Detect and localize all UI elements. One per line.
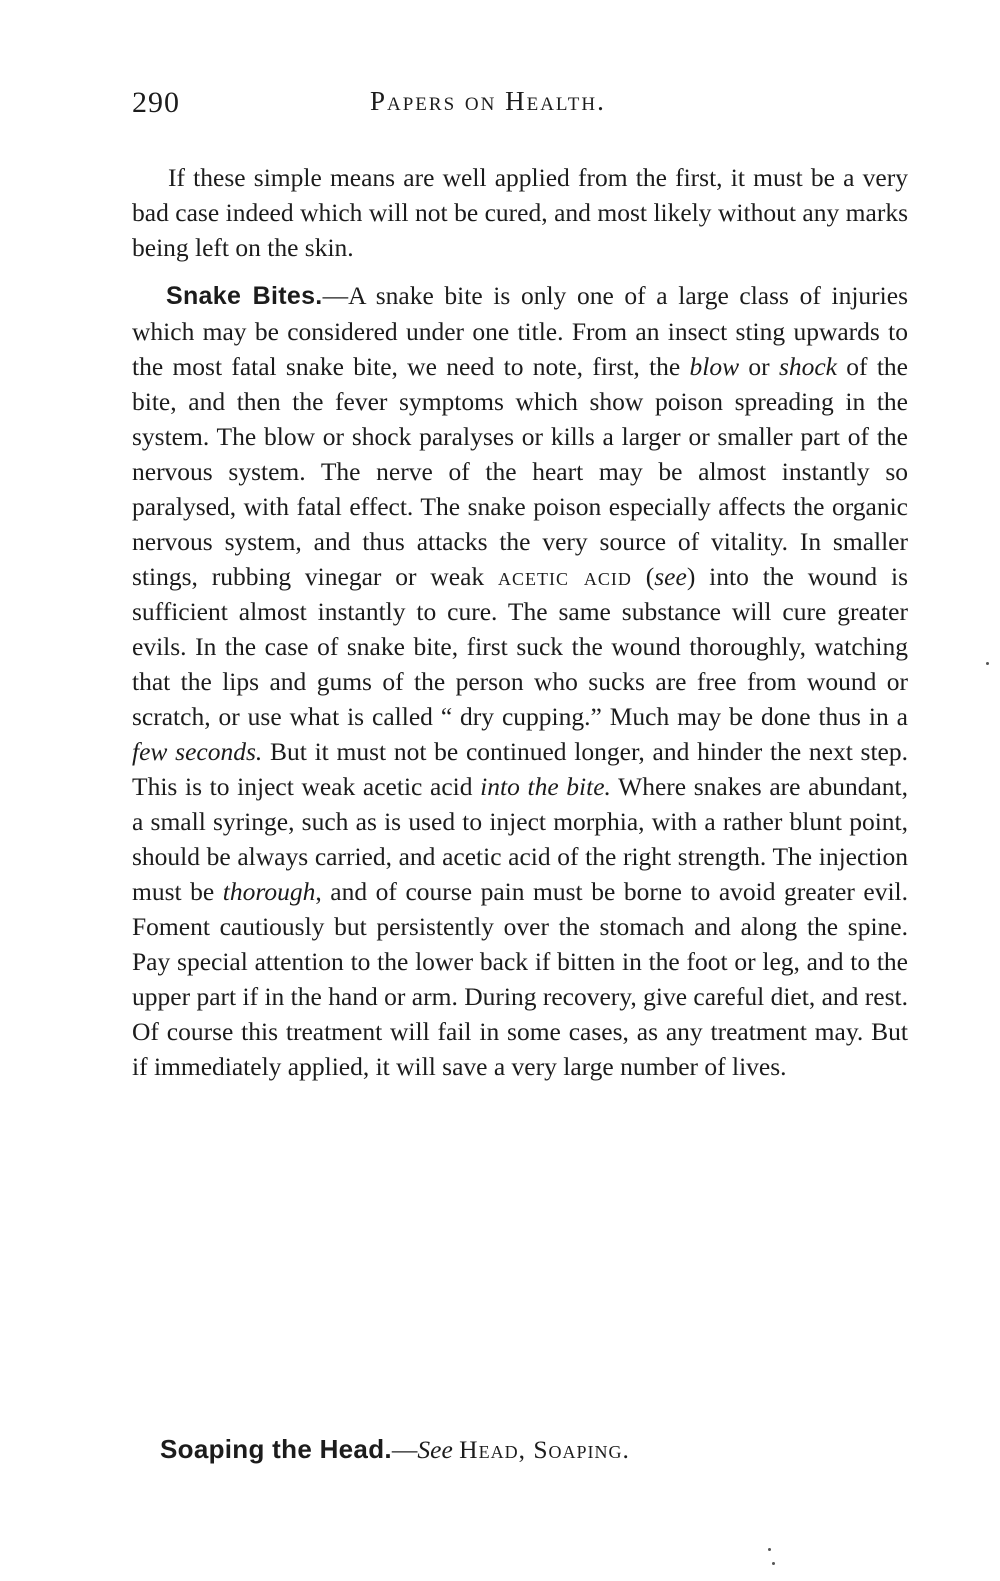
page-header [132,86,912,126]
italic-see: See [417,1435,453,1464]
print-speck [768,1548,771,1551]
text-run: ) into the wound is sufficient almost instantly to cure. The same substance will cure greater evils. In the case of snake bite, first suck the wound thoroughly, watching that the lips and gums of the person who sucks are free from wound or scratch, or use what is called “ dry cupping.” Much may be done thus in a [132,562,908,731]
headword-snake-bites: Snake Bites. [166,282,323,310]
text-run: ( [631,562,655,591]
em-dash: — [391,1435,418,1464]
italic-into-the-bite: into the bite. [480,772,611,801]
print-speck [772,1562,775,1565]
text-run: Where snakes are abundant, a small syringe, such as is used to inject morphia, with a rather blunt point, should be always carried, and acetic acid of the right strength. The injection must be [132,772,908,906]
text-run: or [739,352,779,381]
cross-reference-head-soaping: Head, Soaping. [459,1435,630,1464]
print-speck [986,662,989,665]
page-number: 290 [132,86,180,119]
text-run: of the bite, and then the fever symptoms which show poison spreading in the system. The blow or shock paralyses or kills a larger or smaller part of the nervous system. The nerve of the heart may be almost instantly so paralysed, with fatal effect. The snake poison especially affects the organic nervous system, and thus attacks the very source of vitality. In smaller stings, rubbing vinegar or weak [132,352,908,591]
italic-few-seconds: few seconds. [132,737,263,766]
paragraph-burns-conclusion: If these simple means are well applied from the first, it must be a very bad case indeed which will not be cured, and most likely without any marks being left on the skin. [132,163,908,262]
entry-snake-bites [132,278,908,1084]
em-dash: — [322,281,349,310]
italic-see: see [654,562,687,591]
body-text [132,160,908,1084]
italic-shock: shock [778,352,837,381]
entry-soaping-the-head [160,1432,920,1467]
text-run: , and of course pain must be borne to avoid greater evil. Foment cautiously but persistently over the stomach and along the spine. Pay special attention to the lower back if bitten in the foot or leg, and to the upper part if in the hand or arm. During recovery, give careful diet, and rest. Of course this treatment will fail in some cases, as any treatment may. But if immediately applied, it will save a very large number of lives. [132,877,909,1081]
cross-reference-acetic-acid: acetic acid [498,562,632,591]
text-run: A snake bite is only one of a large class of injuries which may be considered under one title. From an insect sting upwards to the most fatal snake bite, we need to note, first, the [132,281,908,381]
italic-thorough: thorough [222,877,316,906]
headword-soaping-the-head: Soaping the Head. [160,1434,392,1464]
running-head: Papers on Health. [370,86,606,116]
text-run: But it must not be continued longer, and hinder the next step. This is to inject weak acetic acid [132,737,908,801]
italic-blow: blow [689,352,740,381]
